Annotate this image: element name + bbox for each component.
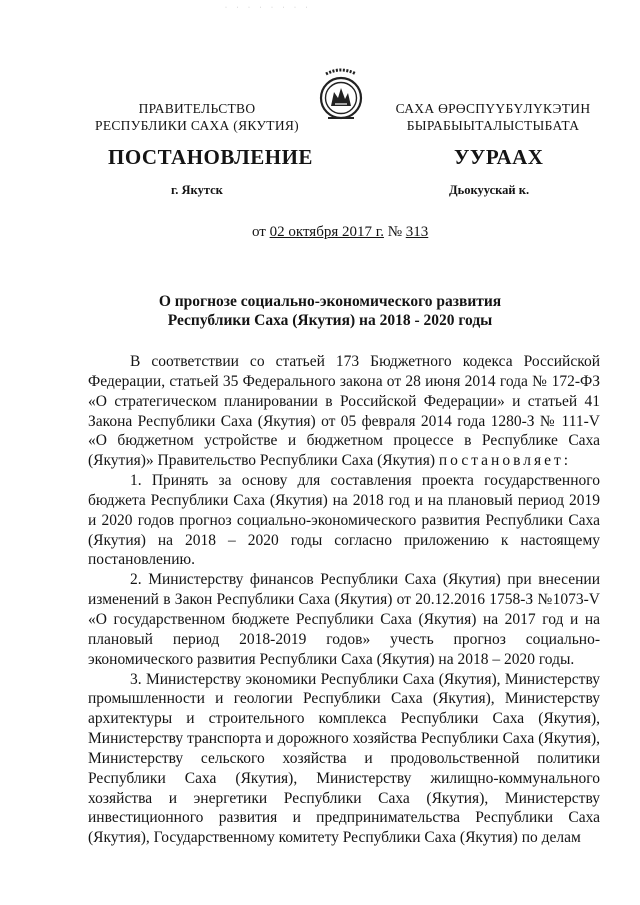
title-line1: О прогнозе социально-экономического развития (158, 293, 502, 310)
item-2: 2. Министерству финансов Республики Саха (Якутия) при внесении изменений в Закон Республики Саха (Якутия) от 20.12.2016 1758-З №1073-V «О государственном бюджете Республики Саха (Якутия) на 2017 год и на плановый период 2018-2019 годов» учесть прогноз социально-экономического развития Республики Саха (Якутия) на 2018 – 2020 годы. (88, 571, 600, 668)
number-prefix: № (383, 224, 406, 240)
scan-artifact: · · · · · · · · (225, 5, 312, 11)
city-sakha: Дьокуускай к. (449, 183, 530, 197)
decree-word: постановляет (438, 452, 564, 470)
document-number: 313 (405, 224, 429, 240)
date-prefix: от (252, 224, 270, 240)
preamble-end: : (563, 452, 569, 470)
doc-type-sakha: УУРААХ (454, 145, 544, 169)
document-body (88, 352, 600, 848)
item-3: 3. Министерству экономики Республики Саха (Якутия), Министерству промышленности и геологии Республики Саха (Якутия), Министерству архитектуры и строительного комплекса Республики Саха (Якутия), Министерству транспорта и дорожного хозяйства Республики Саха (Якутия), Министерству сельского хозяйства и продовольственной политики Республики Саха (Якутия), Министерству жилищно-коммунального хозяйства и энергетики Республики Саха (Якутия), Министерству инвестиционного развития и предпринимательства Республики Саха (Якутия), Государственному комитету Республики Саха (Якутия) по делам (88, 670, 600, 847)
preamble-paragraph (88, 352, 600, 471)
title-line2: Республики Саха (Якутия) на 2018 - 2020 годы (167, 312, 493, 329)
city-ru: г. Якутск (171, 183, 223, 197)
date-number-line (252, 224, 428, 241)
document-date: 02 октября 2017 г. (269, 224, 384, 240)
issuer-sakha (378, 100, 608, 134)
issuer-ru (92, 100, 302, 134)
issuer-sakha-line2: БЫРАБЫЫТАЛЫСТЫБАТА (406, 118, 580, 133)
issuer-ru-line1: ПРАВИТЕЛЬСТВО (138, 101, 256, 116)
issuer-sakha-line1: САХА ӨРӨСПҮҮБҮЛҮКЭТИН (395, 101, 591, 116)
item-1: 1. Принять за основу для составления проекта государственного бюджета Республики Саха (Якутия) на 2018 год и на плановый период 2019 и 2020 годов прогноз социально-экономического развития Республики Саха (Якутия) на 2018 – 2020 годы согласно приложению к настоящему постановлению. (88, 472, 600, 569)
issuer-ru-line2: РЕСПУБЛИКИ САХА (ЯКУТИЯ) (95, 118, 299, 133)
doc-type-ru: ПОСТАНОВЛЕНИЕ (108, 145, 313, 169)
document-title (150, 292, 510, 330)
coat-of-arms-emblem (318, 68, 364, 126)
preamble-text: В соответствии со статьей 173 Бюджетного кодекса Российской Федерации, статьей 35 Федерального закона от 28 июня 2014 года № 172-ФЗ «О стратегическом планировании в Российской Федерации» и статьей 41 Закона Республики Саха (Якутия) от 05 февраля 2014 года 1280-З № 111-V «О бюджетном устройстве и бюджетном процессе в Республике Саха (Якутия)» Правительство Республики Саха (Якутия) (88, 353, 600, 470)
